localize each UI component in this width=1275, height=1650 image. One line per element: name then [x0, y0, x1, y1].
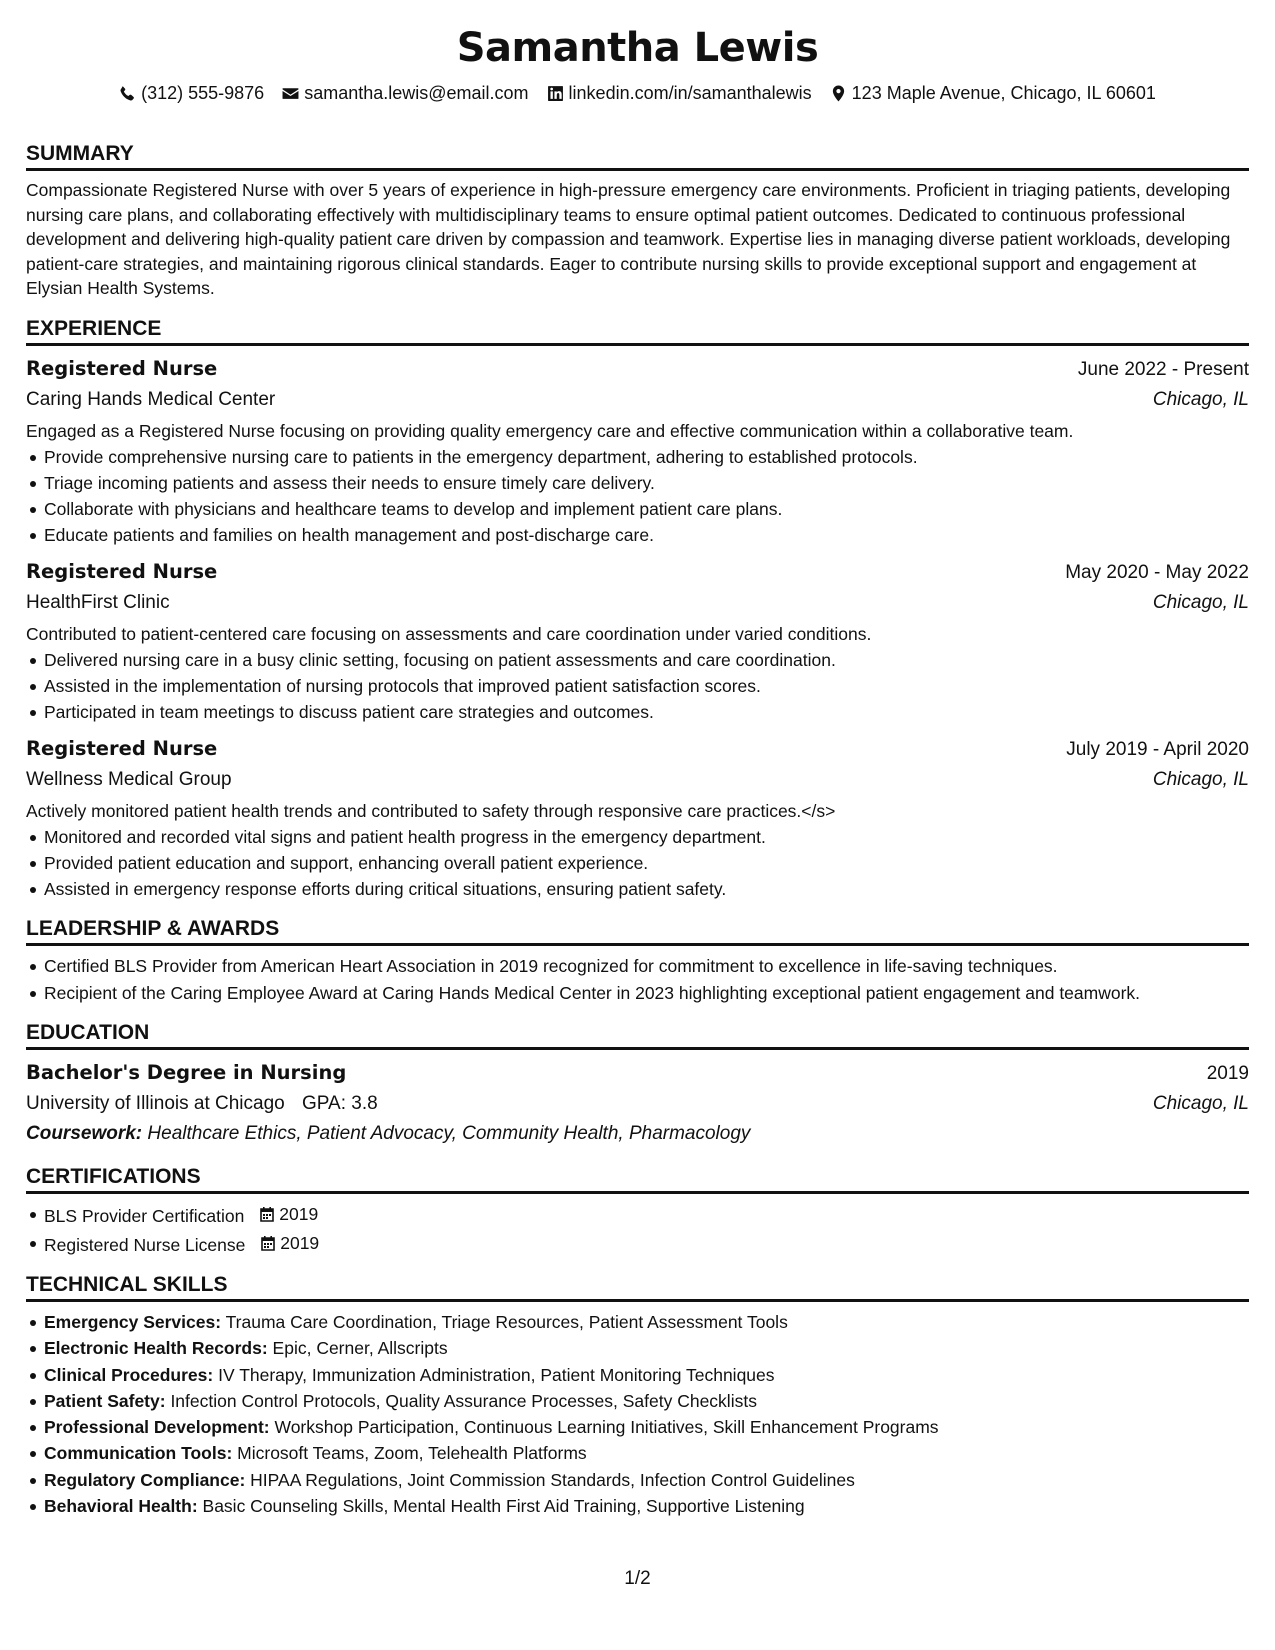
skills-list [26, 1309, 1249, 1519]
phone-icon [119, 85, 136, 102]
calendar-icon [260, 1235, 276, 1251]
certifications-list [26, 1201, 1249, 1258]
list-item [26, 1335, 1249, 1361]
certifications-section [26, 1160, 1249, 1258]
skill-category: Electronic Health Records: [44, 1338, 268, 1359]
skill-category: Professional Development: [44, 1417, 270, 1438]
cert-name: Registered Nurse License [44, 1234, 246, 1255]
contact-email [282, 83, 528, 104]
section-title-education: EDUCATION [26, 1016, 1249, 1050]
list-item: Recipient of the Caring Employee Award at Caring Hands Medical Center in 2023 highlighting exceptional patient engagement and teamwork. [26, 980, 1249, 1006]
job-bullets [26, 824, 1249, 903]
linkedin-icon [547, 85, 564, 102]
list-item: Collaborate with physicians and healthcare teams to develop and implement patient care plans. [26, 496, 1249, 522]
phone-number: (312) 555-9876 [141, 82, 265, 103]
address-text: 123 Maple Avenue, Chicago, IL 60601 [851, 82, 1156, 103]
section-title-summary: SUMMARY [26, 137, 1249, 171]
cert-year: 2019 [279, 1204, 319, 1225]
job-entry [26, 556, 1249, 726]
job-description: Contributed to patient-centered care focusing on assessments and care coordination under varied conditions. [26, 623, 872, 644]
degree-title: Bachelor's Degree in Nursing [26, 1061, 347, 1085]
job-description: Engaged as a Registered Nurse focusing on providing quality emergency care and effective communication within a collaborative team. [26, 420, 1074, 441]
job-dates: June 2022 - Present [1077, 358, 1249, 380]
page-number: 1/2 [624, 1568, 651, 1589]
gpa: GPA: 3.8 [302, 1093, 378, 1115]
job-bullets [26, 647, 1249, 726]
job-bullets [26, 444, 1249, 549]
skill-category: Communication Tools: [44, 1443, 233, 1464]
job-title: Registered Nurse [26, 559, 218, 583]
skill-category: Emergency Services: [44, 1311, 222, 1332]
skill-category: Clinical Procedures: [44, 1364, 214, 1385]
skill-values: HIPAA Regulations, Joint Commission Standards, Infection Control Guidelines [250, 1469, 855, 1490]
coursework-list: Healthcare Ethics, Patient Advocacy, Community Health, Pharmacology [147, 1123, 751, 1145]
calendar-icon [259, 1206, 275, 1222]
summary-text: Compassionate Registered Nurse with over 5 years of experience in high-pressure emergency care environments. Proficient in triaging patients, developing nursing care plans, and collaborating effectively with multidisciplinary teams to ensure optimal patient outcomes. Dedicated to continuous professional development and delivering high-quality patient care driven by compassion and teamwork. Expertise lies in managing diverse patient workloads, developing patient-care strategies, and maintaining rigorous clinical standards. Eager to contribute nursing skills to provide exceptional support and engagement at Elysian Health Systems. [26, 180, 1231, 298]
skill-values: Infection Control Protocols, Quality Assurance Processes, Safety Checklists [170, 1390, 757, 1411]
skill-values: IV Therapy, Immunization Administration, Patient Monitoring Techniques [218, 1364, 775, 1385]
skill-values: Epic, Cerner, Allscripts [272, 1338, 448, 1359]
list-item: Provide comprehensive nursing care to patients in the emergency department, adhering to established protocols. [26, 444, 1249, 470]
leadership-section [26, 912, 1249, 1006]
list-item [26, 1493, 1249, 1519]
list-item: Assisted in the implementation of nursing protocols that improved patient satisfaction scores. [26, 673, 1249, 699]
graduation-year: 2019 [1206, 1063, 1249, 1085]
coursework-line [26, 1119, 1249, 1148]
list-item [26, 1467, 1249, 1493]
job-entry [26, 733, 1249, 903]
skill-category: Behavioral Health: [44, 1496, 198, 1517]
job-entry [26, 353, 1249, 549]
job-location: Chicago, IL [1152, 768, 1249, 790]
skill-category: Patient Safety: [44, 1390, 166, 1411]
job-dates: May 2020 - May 2022 [1065, 561, 1249, 583]
linkedin-url[interactable]: linkedin.com/in/samanthalewis [568, 82, 812, 103]
cert-date [260, 1230, 319, 1256]
cert-year: 2019 [280, 1232, 320, 1253]
skill-values: Microsoft Teams, Zoom, Telehealth Platforms [237, 1443, 587, 1464]
list-item: Monitored and recorded vital signs and patient health progress in the emergency department. [26, 824, 1249, 850]
candidate-name: Samantha Lewis [456, 25, 819, 71]
contact-bar [26, 78, 1249, 108]
contact-phone [119, 83, 264, 104]
section-title-experience: EXPERIENCE [26, 312, 1249, 346]
list-item: Participated in team meetings to discuss patient care strategies and outcomes. [26, 699, 1249, 725]
list-item [26, 1440, 1249, 1466]
school-name: University of Illinois at Chicago [26, 1093, 285, 1115]
job-location: Chicago, IL [1152, 388, 1249, 410]
experience-section [26, 312, 1249, 903]
skill-values: Trauma Care Coordination, Triage Resources, Patient Assessment Tools [225, 1311, 788, 1332]
list-item: Delivered nursing care in a busy clinic setting, focusing on patient assessments and care coordination. [26, 647, 1249, 673]
list-item [26, 1309, 1249, 1335]
section-title-certifications: CERTIFICATIONS [26, 1160, 1249, 1194]
contact-linkedin [547, 83, 812, 104]
contact-address [830, 83, 1156, 104]
job-location: Chicago, IL [1152, 591, 1249, 613]
job-title: Registered Nurse [26, 736, 218, 760]
list-item [26, 1201, 1249, 1229]
cert-date [259, 1201, 318, 1227]
skills-section [26, 1268, 1249, 1519]
coursework-label: Coursework: [26, 1123, 143, 1145]
job-title: Registered Nurse [26, 356, 218, 380]
cert-name: BLS Provider Certification [44, 1206, 245, 1227]
job-description: Actively monitored patient health trends and contributed to safety through responsive care practices.</s> [26, 800, 836, 821]
skill-values: Basic Counseling Skills, Mental Health First Aid Training, Supportive Listening [202, 1496, 805, 1517]
job-dates: July 2019 - April 2020 [1066, 738, 1249, 760]
list-item: Triage incoming patients and assess their needs to ensure timely care delivery. [26, 470, 1249, 496]
leadership-list [26, 953, 1249, 1006]
list-item [26, 1362, 1249, 1388]
skill-category: Regulatory Compliance: [44, 1469, 246, 1490]
job-organization: Wellness Medical Group [26, 768, 232, 790]
list-item: Provided patient education and support, enhancing overall patient experience. [26, 850, 1249, 876]
list-item [26, 1230, 1249, 1258]
skill-values: Workshop Participation, Continuous Learning Initiatives, Skill Enhancement Programs [274, 1417, 939, 1438]
job-organization: Caring Hands Medical Center [26, 388, 276, 410]
summary-section [26, 137, 1249, 301]
school-line [26, 1088, 378, 1119]
school-location: Chicago, IL [1152, 1093, 1249, 1115]
email-address[interactable]: samantha.lewis@email.com [304, 82, 529, 103]
list-item: Educate patients and families on health management and post-discharge care. [26, 522, 1249, 548]
list-item: Certified BLS Provider from American Heart Association in 2019 recognized for commitment to excellence in life-saving techniques. [26, 953, 1249, 979]
list-item: Assisted in emergency response efforts during critical situations, ensuring patient safety. [26, 876, 1249, 902]
list-item [26, 1414, 1249, 1440]
map-marker-icon [830, 85, 847, 102]
list-item [26, 1388, 1249, 1414]
envelope-icon [282, 85, 299, 102]
section-title-leadership: LEADERSHIP & AWARDS [26, 912, 1249, 946]
job-organization: HealthFirst Clinic [26, 591, 170, 613]
section-title-skills: TECHNICAL SKILLS [26, 1268, 1249, 1302]
education-section [26, 1016, 1249, 1148]
